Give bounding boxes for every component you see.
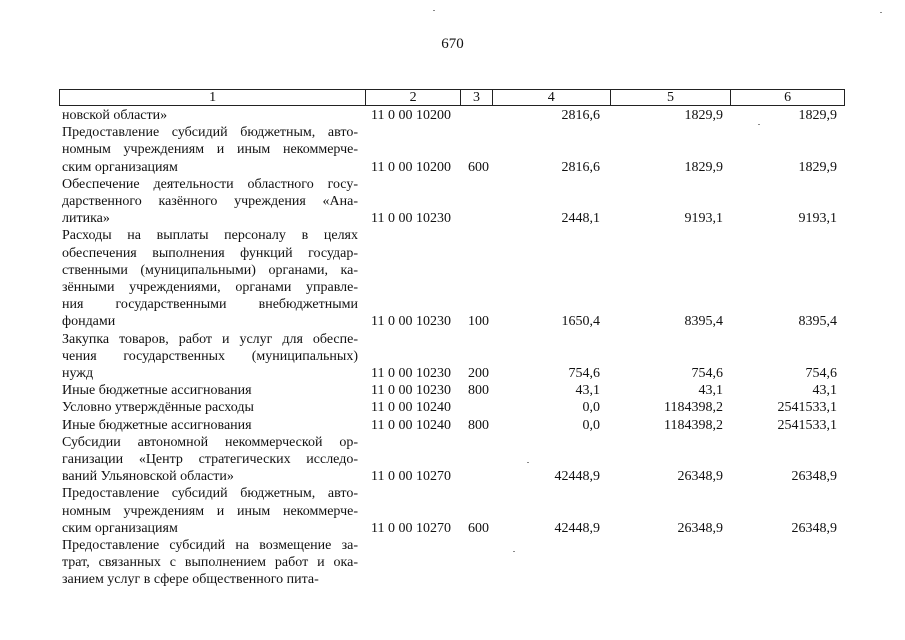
description-line: Обеспечение деятельности областного госу- [62, 176, 358, 192]
row-value-col4: 2816,6 [561, 108, 600, 123]
row-code: 11 0 00 10240 [371, 417, 451, 433]
row-value-col6: 1829,9 [798, 108, 837, 123]
scan-speck [880, 12, 882, 13]
row-value-col5: 1184398,2 [664, 417, 723, 433]
row-expense-type: 600 [468, 520, 489, 536]
row-code: 11 0 00 10230 [371, 211, 451, 227]
row-value-col6: 8395,4 [798, 314, 837, 330]
row-value-col4: 0,0 [582, 400, 600, 416]
row-value-col6: 2541533,1 [777, 417, 837, 433]
row-value-col4: 0,0 [582, 417, 600, 433]
row-value-col5: 9193,1 [684, 211, 723, 227]
row-value-col5: 1829,9 [684, 159, 723, 175]
description-line: Предоставление субсидий бюджетным, авто- [62, 486, 358, 502]
scan-speck [527, 462, 529, 463]
header-col-4: 4 [493, 90, 611, 105]
table-row [0, 227, 905, 330]
description-line: Предоставление субсидий бюджетным, авто- [62, 125, 358, 141]
row-value-col5: 1829,9 [684, 108, 723, 123]
description-line: чения государственных (муниципальных) [62, 348, 358, 364]
page-number: 670 [441, 36, 464, 52]
description-line: номным учреждениям и иным некоммерче- [62, 503, 358, 519]
description-line: новской области» [62, 108, 168, 123]
description-line: нужд [62, 366, 94, 382]
table-row [0, 537, 905, 589]
row-description [62, 382, 358, 399]
description-line: Расходы на выплаты персоналу в целях [62, 228, 358, 244]
row-value-col4: 2448,1 [561, 211, 600, 227]
description-line: Иные бюджетные ассигнования [62, 383, 252, 399]
description-line: номным учреждениям и иным некоммерче- [62, 142, 358, 158]
description-line: литика» [62, 211, 110, 227]
table-row [0, 417, 905, 434]
row-value-col4: 42448,9 [554, 520, 600, 536]
table-row [0, 399, 905, 416]
row-code: 11 0 00 10270 [371, 520, 451, 536]
row-expense-type: 800 [468, 383, 489, 399]
row-value-col5: 754,6 [691, 366, 723, 382]
row-value-col6: 26348,9 [791, 520, 837, 536]
row-value-col4: 754,6 [568, 366, 600, 382]
scan-speck [758, 124, 760, 125]
row-value-col6: 1829,9 [798, 159, 837, 175]
row-description [62, 537, 358, 589]
row-expense-type: 600 [468, 159, 489, 175]
description-line: фондами [62, 314, 116, 330]
header-col-1: 1 [60, 90, 366, 105]
description-line: занием услуг в сфере общественного пита- [62, 572, 319, 588]
description-line: зёнными учреждениями, органами управле- [62, 280, 358, 296]
row-description [62, 331, 358, 383]
row-code: 11 0 00 10230 [371, 314, 451, 330]
description-line: ским организациям [62, 520, 178, 536]
row-value-col6: 754,6 [805, 366, 837, 382]
description-line: Субсидии автономной некоммерческой ор- [62, 434, 358, 450]
table-row [0, 124, 905, 176]
row-value-col5: 26348,9 [677, 469, 723, 485]
table-body [0, 107, 905, 589]
row-value-col6: 43,1 [812, 383, 837, 399]
row-value-col4: 42448,9 [554, 469, 600, 485]
table-row [0, 485, 905, 537]
row-description [62, 176, 358, 228]
description-line: Иные бюджетные ассигнования [62, 417, 252, 433]
row-value-col6: 2541533,1 [777, 400, 837, 416]
row-description [62, 434, 358, 486]
description-line: дарственного казённого учреждения «Ана- [62, 194, 358, 210]
description-line: ваний Ульяновской области» [62, 469, 234, 485]
header-col-2: 2 [366, 90, 461, 105]
scan-speck [433, 10, 435, 11]
row-value-col5: 8395,4 [684, 314, 723, 330]
row-value-col4: 2816,6 [561, 159, 600, 175]
row-description [62, 399, 358, 416]
description-line: трат, связанных с выполнением работ и ока- [62, 555, 358, 571]
table-row [0, 176, 905, 228]
row-value-col4: 43,1 [575, 383, 600, 399]
table-row [0, 331, 905, 383]
row-code: 11 0 00 10240 [371, 400, 451, 416]
description-line: ственными (муниципальными) органами, ка- [62, 262, 358, 278]
row-code: 11 0 00 10200 [371, 108, 451, 123]
row-value-col5: 43,1 [698, 383, 723, 399]
scan-speck [513, 551, 515, 552]
row-description [62, 124, 358, 176]
row-description [62, 107, 358, 124]
row-description [62, 227, 358, 330]
description-line: ганизации «Центр стратегических исследо- [62, 452, 358, 468]
row-expense-type: 800 [468, 417, 489, 433]
row-description [62, 485, 358, 537]
header-col-6: 6 [784, 90, 792, 105]
row-code: 11 0 00 10230 [371, 366, 451, 382]
row-expense-type: 200 [468, 366, 489, 382]
row-value-col6: 26348,9 [791, 469, 837, 485]
description-line: ским организациям [62, 159, 178, 175]
table-header [59, 89, 845, 106]
row-expense-type: 100 [468, 314, 489, 330]
description-line: Закупка товаров, работ и услуг для обеспе- [62, 331, 358, 347]
table-row [0, 382, 905, 399]
row-value-col5: 26348,9 [677, 520, 723, 536]
row-code: 11 0 00 10200 [371, 159, 451, 175]
row-code: 11 0 00 10230 [371, 383, 451, 399]
row-value-col6: 9193,1 [798, 211, 837, 227]
header-col-5: 5 [611, 90, 732, 105]
description-line: Условно утверждённые расходы [62, 400, 254, 416]
description-line: обеспечения выполнения функций государ- [62, 245, 358, 261]
header-col-3: 3 [461, 90, 493, 105]
row-value-col4: 1650,4 [561, 314, 600, 330]
row-code: 11 0 00 10270 [371, 469, 451, 485]
row-description [62, 417, 358, 434]
description-line: ния государственными внебюджетными [62, 297, 358, 313]
table-row [0, 434, 905, 486]
table-row [0, 107, 905, 124]
description-line: Предоставление субсидий на возмещение за- [62, 538, 358, 554]
row-value-col5: 1184398,2 [664, 400, 723, 416]
